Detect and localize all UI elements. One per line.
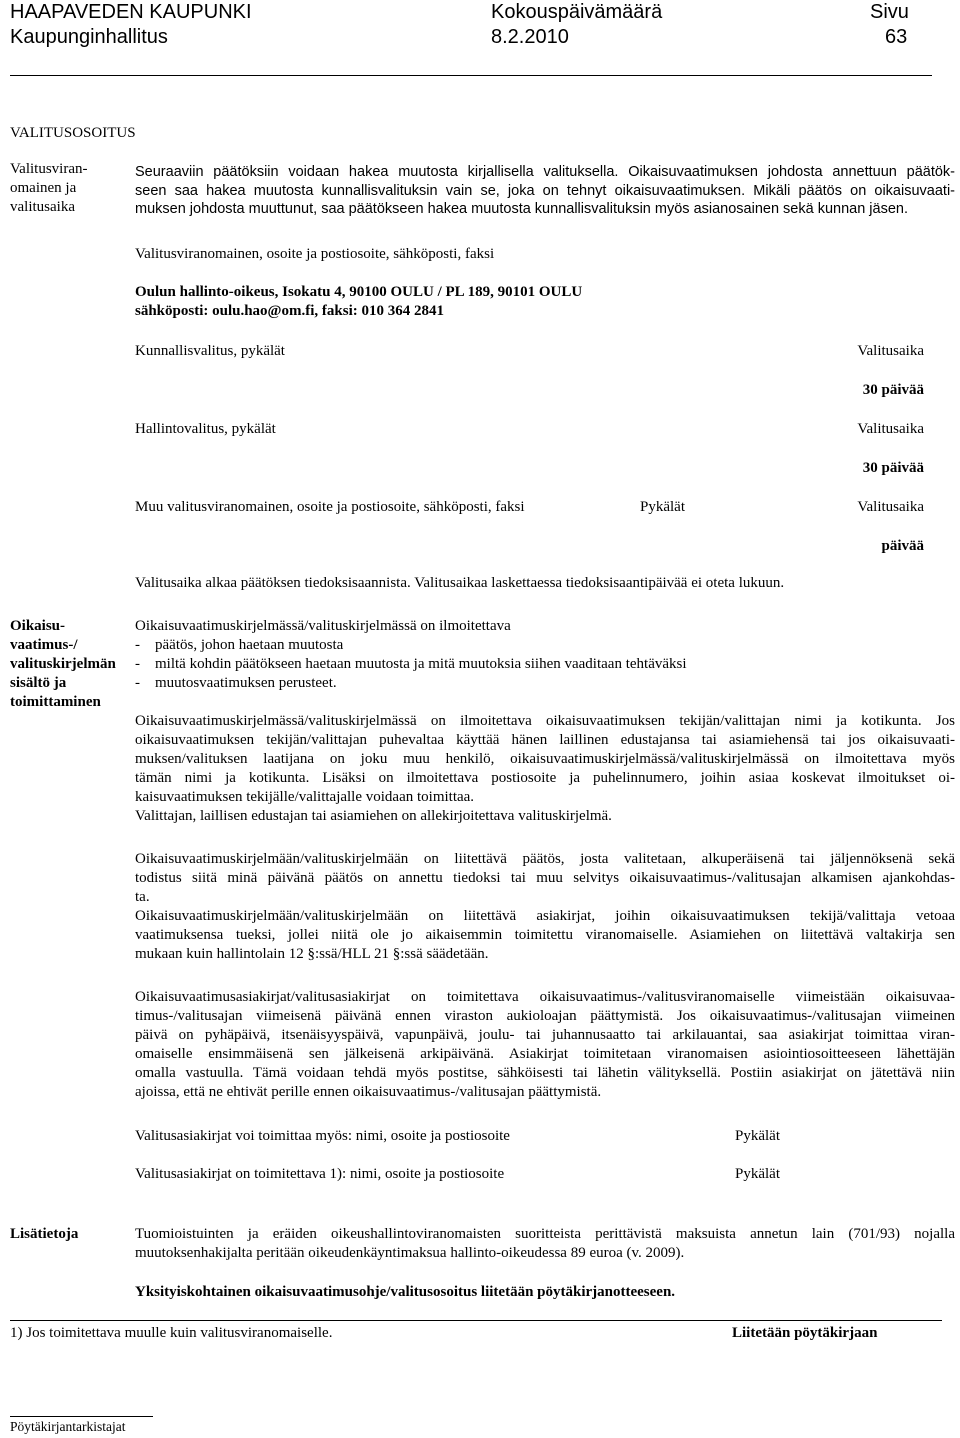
- header-rule: [10, 75, 932, 76]
- meeting-date: 8.2.2010: [491, 26, 569, 48]
- claim-requirements-intro: Oikaisuvaatimuskirjelmässä/valituskirjelmässä on ilmoitettava: [135, 618, 511, 634]
- additional-info-text: Tuomioistuinten ja eräiden oikeushallintoviranomaisten suoritteista perittävistä maksuista annetun lain (701/93) nojalla muutoksenhakijalta peritään oikeudenkäyntimaksua hallinto-oikeudessa 89 euroa (v. 2009).: [135, 1226, 955, 1261]
- deliver-also-sections: Pykälät: [735, 1128, 780, 1144]
- appeal-time-note: Valitusaika alkaa päätöksen tiedoksisaannista. Valitusaikaa laskettaessa tiedoksisaantipäivää ei oteta lukuun.: [135, 575, 785, 591]
- claim-paragraph-3: Oikaisuvaatimusasiakirjat/valitusasiakirjat on toimitettava oikaisuvaatimus-/valitusviranomaiselle viimeistään oikaisuvaa- timus-/valitusajan viimeisenä päivänä ennen viraston aukioloajan päättymistä. Jos oikaisuvaatimus-/valitusajan viimeinen päivä on pyhäpäivä, itsenäisyyspäivä, vapunpäivä, joulu- tai juhannusaatto tai arkilauantai, saa asiakirjat toimittaa viran- omaiselle ensimmäisenä sen jälkeisenä arkipäivänä. Asiakirjat toimitetaan viranomaisen asiointiosoitteeseen lähettäjän omalla vastuulla. Tämä voidaan tehdä myös postitse, sähköisesti tai lähetin välityksellä. Postiin asiakirjat on jätettävä niin ajoissa, että ne ehtivät perille ennen oikaisuvaatimus-/valitusajan päättymistä.: [135, 989, 955, 1100]
- section-additional-info-label: Lisätietoja: [10, 1226, 79, 1242]
- page-label: Sivu: [870, 1, 909, 23]
- footer-rule: [10, 1320, 942, 1321]
- administrative-appeal-time: 30 päivää: [862, 460, 924, 476]
- deliver-to-label: Valitusasiakirjat on toimitettava 1): nimi, osoite ja postiosoite: [135, 1166, 505, 1182]
- list-item: - miltä kohdin päätökseen haetaan muutosta ja mitä muutoksia siihen vaaditaan tehtäväksi: [135, 656, 687, 672]
- other-authority-time: päivää: [881, 538, 924, 554]
- list-item: - päätös, johon haetaan muutosta: [135, 637, 344, 653]
- section-appeal-authority-label: Valitusviran- omainen ja valitusaika: [10, 161, 88, 215]
- section-claim-content-label: Oikaisu- vaatimus-/ valituskirjelmän sisältö ja toimittaminen: [10, 618, 116, 710]
- other-authority-time-label: Valitusaika: [857, 499, 924, 515]
- administrative-appeal-time-label: Valitusaika: [857, 421, 924, 437]
- body-name: Kaupunginhallitus: [10, 26, 168, 48]
- claim-requirements-list: [135, 636, 955, 693]
- municipal-appeal-time-label: Valitusaika: [857, 343, 924, 359]
- authority-label: Valitusviranomainen, osoite ja postiosoite, sähköposti, faksi: [135, 246, 495, 262]
- signers-label: Pöytäkirjantarkistajat: [10, 1419, 126, 1434]
- other-authority-label: Muu valitusviranomainen, osoite ja postiosoite, sähköposti, faksi: [135, 499, 525, 515]
- municipal-appeal-label: Kunnallisvalitus, pykälät: [135, 343, 285, 359]
- signature-line: [10, 1416, 153, 1417]
- authority-address: Oulun hallinto-oikeus, Isokatu 4, 90100 OULU / PL 189, 90101 OULU: [135, 284, 583, 300]
- organization-name: HAAPAVEDEN KAUPUNKI: [10, 1, 252, 23]
- authority-contact: sähköposti: oulu.hao@om.fi, faksi: 010 364 2841: [135, 303, 445, 319]
- appeal-intro-text: Seuraaviin päätöksiin voidaan hakea muutosta kirjallisella valituksella. Oikaisuvaatimuksen johdosta annettuun päätök- seen saa hakea muutosta kunnallisvalituksin vain se, joka on tehnyt oikaisuvaatimuksen. Mikäli päätös on oikaisuvaati- muksen johdosta muuttunut, saa päätökseen hakea muutosta kunnallisvalituksin myös asianosainen sekä kunnan jäsen.: [135, 164, 955, 217]
- list-item: - muutosvaatimuksen perusteet.: [135, 675, 337, 691]
- administrative-appeal-label: Hallintovalitus, pykälät: [135, 421, 276, 437]
- document-title: VALITUSOSOITUS: [10, 125, 136, 141]
- footnote: 1) Jos toimitettava muulle kuin valitusviranomaiselle.: [10, 1325, 333, 1341]
- deliver-to-sections: Pykälät: [735, 1166, 780, 1182]
- claim-paragraph-1: Oikaisuvaatimuskirjelmässä/valituskirjelmässä on ilmoitettava oikaisuvaatimuksen tekijän/valittajan nimi ja kotikunta. Jos oikaisuvaatimuksen tekijän/valittajan puhevaltaa käyttää hänen laillinen edustajansa tai asiamiehensä tai jos oikaisuvaati- muksen/valituksen laatijana on joku muu henkilö, oikaisuvaatimuskirjelmässä/valituskirjelmässä on ilmoitettava myös tämän nimi ja kotikunta. Lisäksi on ilmoitettava postiosoite ja puhelinnumero, joihin asiaa koskevat ilmoitukset oi- kaisuvaatimuksen tekijälle/valittajalle voidaan toimittaa. Valittajan, laillisen edustajan tai asiamiehen on allekirjoitettava valituskirjelmä.: [135, 713, 955, 824]
- municipal-appeal-time: 30 päivää: [862, 382, 924, 398]
- other-authority-sections-label: Pykälät: [640, 499, 685, 515]
- deliver-also-label: Valitusasiakirjat voi toimittaa myös: nimi, osoite ja postiosoite: [135, 1128, 510, 1144]
- attachment-note: Liitetään pöytäkirjaan: [732, 1325, 878, 1341]
- page-number: 63: [885, 26, 908, 48]
- claim-paragraph-2: Oikaisuvaatimuskirjelmään/valituskirjelmään on liitettävä päätös, josta valitetaan, alkuperäisenä tai jäljennöksenä sekä todistus siitä minä päivänä päätös on annettu tiedoksi tai muu selvitys oikaisuvaatimus-/valitusajan alkamisen ajankohdas- ta. Oikaisuvaatimuskirjelmään/valituskirjelmään on liitettävä asiakirjat, joihin oikaisuvaatimuksen tekijä/valittaja vetoaa vaatimuksensa tueksi, jollei niitä ole jo aikaisemmin toimitettu viranomaiselle. Asiamiehen on liitettävä valtakirja sen mukaan kuin hallintolain 12 §:ssä/HLL 21 §:ssä säädetään.: [135, 851, 955, 962]
- meeting-date-label: Kokouspäivämäärä: [491, 1, 663, 23]
- additional-info-note: Yksityiskohtainen oikaisuvaatimusohje/valitusosoitus liitetään pöytäkirjanotteeseen.: [135, 1284, 676, 1300]
